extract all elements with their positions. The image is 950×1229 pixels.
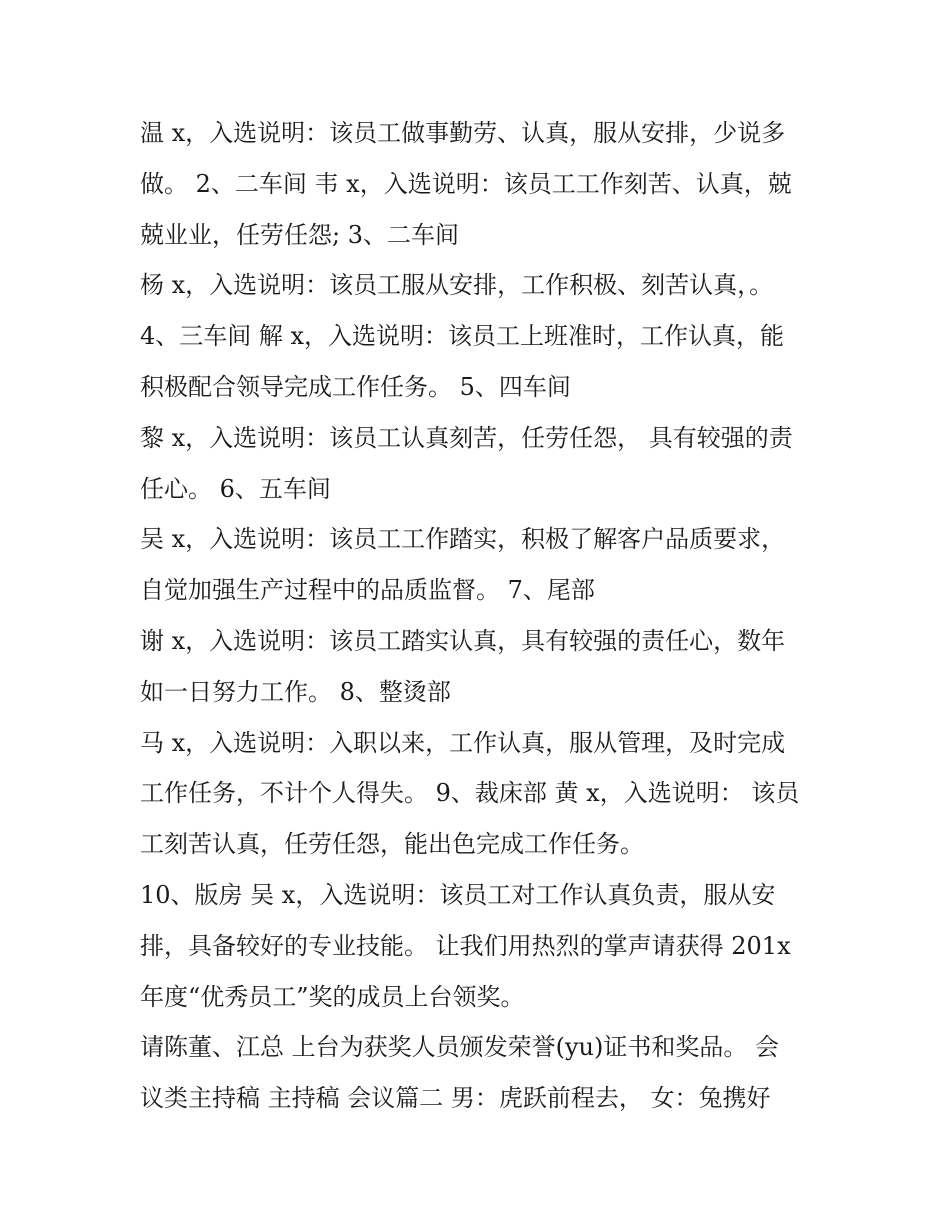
- text-line: 杨 x，入选说明：该员工服从安排，工作积极、刻苦认真，。: [140, 271, 774, 300]
- body-text: [140, 108, 820, 1124]
- text-line: 年度“优秀员工”奖的成员上台领奖。: [140, 982, 525, 1011]
- text-line: 做。 2、二车间 韦 x，入选说明：该员工工作刻苦、认真，兢: [140, 169, 792, 198]
- text-line: 兢业业，任劳任怨; 3、二车间: [140, 220, 459, 249]
- text-line: 谢 x，入选说明：该员工踏实认真，具有较强的责任心，数年: [140, 626, 786, 655]
- text-line: 积极配合领导完成工作任务。 5、四车间: [140, 372, 571, 401]
- text-line: 自觉加强生产过程中的品质监督。 7、尾部: [140, 576, 595, 605]
- text-line: 工刻苦认真，任劳任怨，能出色完成工作任务。: [140, 830, 644, 859]
- text-line: 黎 x，入选说明：该员工认真刻苦，任劳任怨， 具有较强的责: [140, 423, 793, 452]
- text-line: 吴 x，入选说明：该员工工作踏实，积极了解客户品质要求，: [140, 525, 786, 554]
- text-line: 如一日努力工作。 8、整烫部: [140, 677, 451, 706]
- text-line: 工作任务，不计个人得失。 9、裁床部 黄 x，入选说明： 该员: [140, 779, 800, 808]
- text-line: 议类主持稿 主持稿 会议篇二 男：虎跃前程去， 女：兔携好: [140, 1084, 771, 1113]
- text-line: 排，具备较好的专业技能。 让我们用热烈的掌声请获得 201x: [140, 931, 791, 960]
- text-line: 4、三车间 解 x，入选说明：该员工上班准时，工作认真，能: [140, 322, 785, 351]
- text-line: 马 x，入选说明：入职以来，工作认真，服从管理，及时完成: [140, 728, 786, 757]
- text-line: 温 x，入选说明：该员工做事勤劳、认真，服从安排，少说多: [140, 119, 786, 147]
- text-line: 10、版房 吴 x，入选说明：该员工对工作认真负责，服从安: [140, 880, 776, 909]
- text-line: 请陈董、江总 上台为获奖人员颁发荣誉(yu)证书和奖品。 会: [140, 1033, 779, 1062]
- text-line: 任心。 6、五车间: [140, 474, 331, 503]
